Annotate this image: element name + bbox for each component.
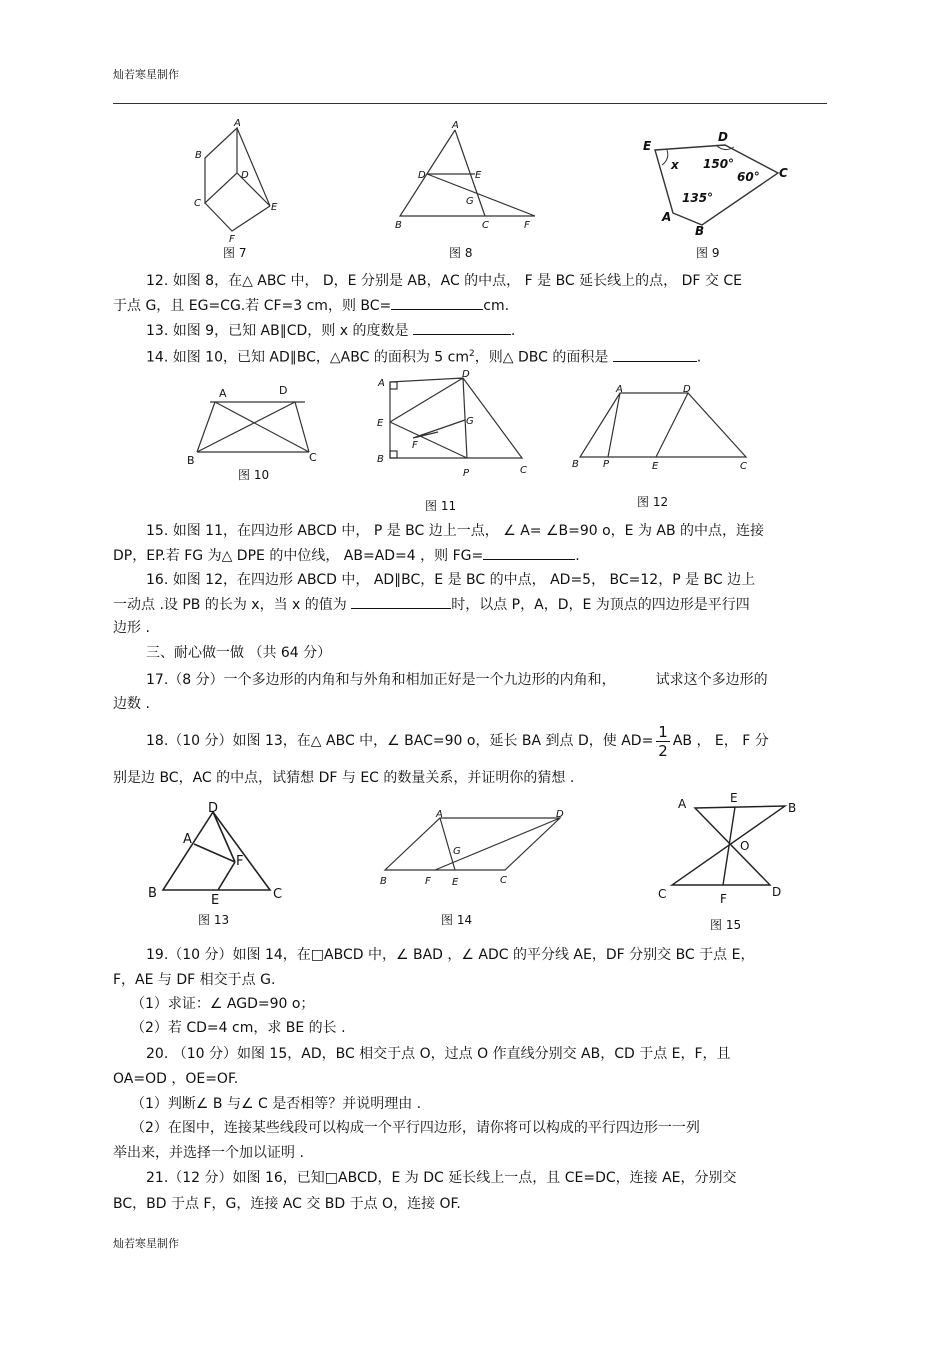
svg-text:D: D [279,384,288,397]
svg-text:D: D [462,369,470,380]
svg-text:B: B [695,224,705,238]
q12-line1: 12. 如图 8，在△ ABC 中， D，E 分别是 AB，AC 的中点， F 是 BC 延长线上的点， DF 交 CE [146,273,742,289]
q18-fraction [656,723,670,760]
svg-text:B: B [395,220,402,231]
svg-text:F: F [229,234,235,245]
q13-text-b: . [510,323,516,339]
svg-text:F: F [236,854,244,869]
svg-text:G: G [466,196,474,207]
svg-text:C: C [309,451,317,464]
svg-text:E: E [475,170,482,181]
figure-7-caption: 图 7 [223,246,247,260]
q13-line [113,320,860,341]
q15-text-a: DP，EP.若 FG 为△ DPE 的中位线， AB=AD=4 ，则 FG= [113,548,484,564]
q16-line2 [113,594,827,615]
svg-text:A: A [378,378,385,389]
svg-text:B: B [377,454,384,465]
q16-text-b: 时，以点 P，A，D，E 为顶点的四边形是平行四 [451,597,750,613]
page-header: 灿若寒星制作 [113,68,179,81]
q13-answer-blank[interactable] [413,320,511,335]
svg-text:E: E [377,418,384,429]
q12-answer-blank[interactable] [391,295,483,310]
q12-line2 [113,295,827,316]
svg-text:C: C [482,220,489,231]
svg-text:E: E [211,893,220,908]
figure-8 [390,118,540,233]
q17-line1 [113,670,860,690]
q16-answer-blank[interactable] [351,594,451,609]
svg-text:B: B [380,876,387,887]
svg-text:B: B [572,459,579,470]
q17-text-a: 17.（8 分）一个多边形的内角和与外角和相加正好是一个九边形的内角和， [146,672,616,688]
q20-part2: （2）在图中，连接某些线段可以构成一个平行四边形，请你将可以构成的平行四边形一一列 [131,1120,700,1136]
figure-10-caption: 图 10 [238,468,270,482]
figure-9 [640,125,790,238]
section-3-heading: 三、耐心做一做 （共 64 分） [146,645,332,661]
figure-15-caption: 图 15 [710,918,742,932]
page-footer: 灿若寒星制作 [113,1237,179,1250]
svg-text:D: D [418,170,426,181]
figure-7 [185,118,295,243]
figure-8-caption: 图 8 [449,246,473,260]
q12-text-a: 于点 G，且 EG=CG.若 CF=3 cm，则 BC= [113,298,392,314]
q15-text-b: . [575,548,580,564]
figure-15 [650,790,810,910]
figure-12-caption: 图 12 [637,495,669,509]
svg-text:C: C [658,887,667,901]
q14-text-c: . [696,349,702,366]
q18-text-a: 18.（10 分）如图 13，在△ ABC 中，∠ BAC=90 o，延长 BA 到点 D，使 AD= [146,733,654,749]
q21-line2: BC，BD 于点 F，G，连接 AC 交 BD 于点 O，连接 OF. [113,1196,461,1212]
q12-text-b: cm. [483,298,510,314]
q15-line1: 15. 如图 11，在四边形 ABCD 中， P 是 BC 边上一点， ∠ A= ∠B=90 o，E 为 AB 的中点，连接 [146,523,765,539]
q19-line2: F，AE 与 DF 相交于点 G. [113,972,276,988]
svg-text:B: B [148,886,157,901]
q19-line1: 19.（10 分）如图 14，在□ABCD 中，∠ BAD ，∠ ADC 的平分线 AE，DF 分别交 BC 于点 E， [146,947,755,963]
svg-text:A: A [234,118,241,129]
svg-text:E: E [452,877,459,888]
svg-text:E: E [730,791,738,805]
q15-answer-blank[interactable] [483,545,575,560]
figure-14 [375,808,575,893]
q14-superscript: 2 [469,349,475,359]
q14-line [113,344,860,368]
svg-text:D: D [241,170,249,181]
svg-text:O: O [740,839,750,853]
q18-numerator: 1 [658,722,668,741]
q20-part1: （1）判断∠ B 与∠ C 是否相等？并说明理由 . [131,1096,422,1112]
svg-text:F: F [412,440,418,451]
svg-text:A: A [219,387,227,400]
svg-text:D: D [683,384,691,395]
svg-text:A: A [616,384,623,395]
q20-line5: 举出来，并选择一个加以证明 . [113,1145,304,1161]
q16-line1: 16. 如图 12，在四边形 ABCD 中， AD∥BC，E 是 BC 的中点， AD=5， BC=12，P 是 BC 边上 [146,572,756,588]
q13-text-a: 13. 如图 9，已知 AB∥CD，则 x 的度数是 [146,323,413,339]
q14-text-b: ，则△ DBC 的面积是 [474,349,613,366]
q14-text-a: 14. 如图 10，已知 AD∥BC，△ABC 的面积为 5 cm [146,349,469,366]
svg-text:C: C [194,198,201,209]
svg-text:F: F [425,876,431,887]
svg-text:D: D [208,801,219,816]
q16-line3: 边形 . [113,620,150,636]
svg-text:D: D [718,130,728,144]
figure-14-caption: 图 14 [441,913,473,927]
svg-text:C: C [779,166,788,180]
svg-text:A: A [452,120,459,131]
q14-answer-blank[interactable] [613,347,697,362]
svg-text:135°: 135° [682,191,714,205]
svg-text:F: F [524,220,530,231]
figure-13-caption: 图 13 [198,913,230,927]
figure-11-caption: 图 11 [425,499,457,513]
figure-9-caption: 图 9 [696,246,720,260]
svg-text:D: D [772,885,782,899]
svg-text:A: A [662,210,672,224]
figure-12 [570,385,755,470]
q20-line2: OA=OD ，OE=OF. [113,1071,239,1087]
svg-text:x: x [671,158,679,172]
svg-text:G: G [466,416,474,427]
q17-text-b: 试求这个多边形的 [655,672,768,688]
svg-text:A: A [436,809,443,820]
svg-text:C: C [273,887,283,902]
q18-line2: 别是边 BC，AC 的中点，试猜想 DF 与 EC 的数量关系，并证明你的猜想 . [113,770,575,786]
svg-text:A: A [678,797,687,811]
svg-text:C: C [500,875,507,886]
svg-text:C: C [740,461,747,472]
svg-text:150°: 150° [703,157,735,171]
q16-text-a: 一动点 .设 PB 的长为 x，当 x 的值为 [113,597,352,613]
q19-part1: （1）求证：∠ AGD=90 o； [131,996,315,1012]
q18-text-b: AB ， E， F 分 [672,733,769,749]
svg-text:C: C [520,465,527,476]
figure-11 [370,370,535,480]
svg-text:B: B [788,801,797,815]
svg-text:60°: 60° [737,170,760,184]
q15-line2 [113,545,827,566]
svg-text:G: G [453,846,461,857]
svg-text:D: D [556,809,564,820]
figure-13 [145,800,295,908]
header-rule [113,103,827,104]
svg-text:P: P [463,468,470,479]
svg-text:B: B [187,454,195,467]
q21-line1: 21.（12 分）如图 16，已知□ABCD，E 为 DC 延长线上一点，且 CE=DC，连接 AE，分别交 [146,1170,737,1186]
svg-text:A: A [183,832,192,847]
svg-text:E: E [271,202,278,213]
q17-line2: 边数 . [113,696,150,712]
svg-text:E: E [643,139,652,153]
svg-text:E: E [652,461,659,472]
q18-line1 [113,722,860,760]
svg-text:F: F [720,892,727,906]
svg-text:P: P [603,459,610,470]
figure-10 [185,382,320,467]
q19-part2: （2）若 CD=4 cm，求 BE 的长 . [131,1020,346,1036]
q18-denominator: 2 [658,741,668,760]
svg-text:B: B [195,150,202,161]
q20-line1: 20. （10 分）如图 15，AD，BC 相交于点 O，过点 O 作直线分别交 AB，CD 于点 E，F，且 [146,1046,731,1062]
